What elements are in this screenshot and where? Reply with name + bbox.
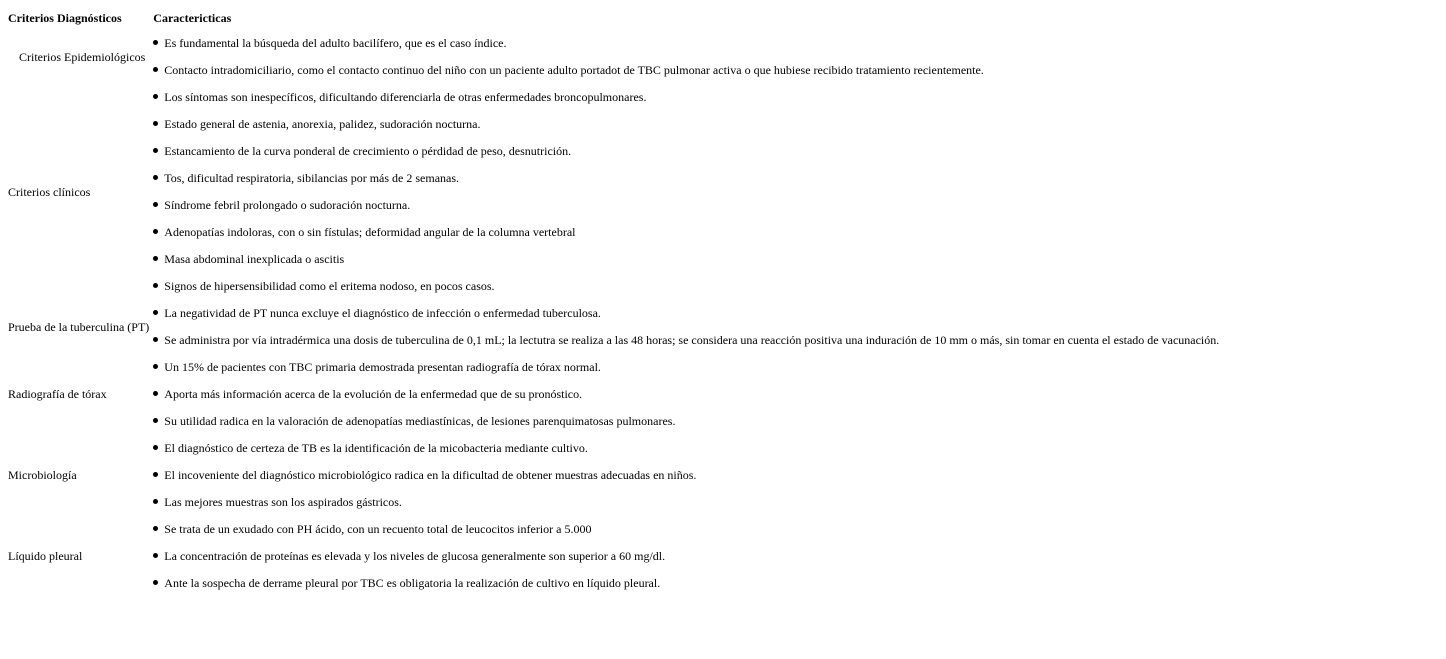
bullet-icon: [153, 418, 158, 423]
bullet-icon: [153, 580, 158, 585]
table-row: [6, 408, 1221, 435]
table-header-row: [6, 6, 1221, 30]
criterion-epidemiological: Criterios Epidemiológicos: [19, 49, 146, 64]
feature-text: El incoveniente del diagnóstico microbiológico radica en la dificultad de obtener muestras adecuadas en niños.: [164, 468, 697, 482]
feature-text: La negatividad de PT nunca excluye el diagnóstico de infección o enfermedad tuberculosa.: [164, 306, 601, 320]
bullet-icon: [153, 202, 158, 207]
criterion-pleural-fluid: Líquido pleural: [8, 549, 83, 563]
feature-text: Aporta más información acerca de la evolución de la enfermedad que de su pronóstico.: [164, 387, 583, 401]
feature-text: Ante la sospecha de derrame pleural por TBC es obligatoria la realización de cultivo en líquido pleural.: [164, 576, 661, 590]
feature-text: Estancamiento de la curva ponderal de crecimiento o pérdidad de peso, desnutrición.: [164, 144, 572, 158]
feature-text: Los síntomas son inespecíficos, dificultando diferenciarla de otras enfermedades broncopulmonares.: [164, 90, 647, 104]
feature-item: [151, 462, 1221, 489]
table-row: [6, 462, 1221, 489]
table-row: [6, 192, 1221, 219]
feature-text: Contacto intradomiciliario, como el contacto continuo del niño con un paciente adulto portadot de TBC pulmonar activa o que hubiese recibido tratamiento recientemente.: [164, 63, 984, 77]
feature-item: [151, 435, 1221, 462]
table-row: [6, 435, 1221, 462]
table-row: [6, 138, 1221, 165]
bullet-icon: [153, 175, 158, 180]
table-row: [6, 84, 1221, 111]
bullet-icon: [153, 472, 158, 477]
bullet-icon: [153, 553, 158, 558]
table-row: [6, 327, 1221, 354]
table-row: [6, 381, 1221, 408]
bullet-icon: [153, 148, 158, 153]
feature-text: Estado general de astenia, anorexia, palidez, sudoración nocturna.: [164, 117, 481, 131]
feature-text: Es fundamental la búsqueda del adulto bacilífero, que es el caso índice.: [164, 36, 507, 50]
bullet-icon: [153, 121, 158, 126]
feature-item: [151, 489, 1221, 516]
bullet-icon: [153, 364, 158, 369]
table-row: [6, 354, 1221, 381]
feature-item: [151, 354, 1221, 381]
feature-item: [151, 273, 1221, 300]
table-row: [6, 219, 1221, 246]
feature-item: [151, 30, 1221, 57]
table-row: [6, 57, 1221, 84]
feature-item: [151, 543, 1221, 570]
criterion-chest-xray: Radiografía de tórax: [8, 387, 107, 401]
bullet-icon: [153, 67, 158, 72]
features-column-header: Caractericticas: [153, 10, 232, 25]
feature-text: Masa abdominal inexplicada o ascitis: [164, 252, 345, 266]
bullet-icon: [153, 391, 158, 396]
feature-text: Las mejores muestras son los aspirados gástricos.: [164, 495, 402, 509]
feature-item: [151, 138, 1221, 165]
diagnostic-criteria-table: [6, 6, 1221, 597]
table-row: [6, 516, 1221, 543]
table-row: [6, 30, 1221, 57]
feature-item: [151, 570, 1221, 597]
table-row: [6, 273, 1221, 300]
feature-text: Un 15% de pacientes con TBC primaria demostrada presentan radiografía de tórax normal.: [164, 360, 601, 374]
feature-item: [151, 57, 1221, 84]
feature-text: La concentración de proteínas es elevada y los niveles de glucosa generalmente son superior a 60 mg/dl.: [164, 549, 666, 563]
table-row: [6, 165, 1221, 192]
criterion-microbiology: Microbiología: [8, 468, 77, 482]
bullet-icon: [153, 445, 158, 450]
criterion-tuberculin-test: Prueba de la tuberculina (PT): [8, 319, 150, 334]
table-row: [6, 111, 1221, 138]
table-row: [6, 543, 1221, 570]
bullet-icon: [153, 283, 158, 288]
feature-item: [151, 246, 1221, 273]
feature-item: [151, 111, 1221, 138]
feature-item: [151, 516, 1221, 543]
feature-text: Se trata de un exudado con PH ácido, con un recuento total de leucocitos inferior a 5.000: [164, 522, 592, 536]
feature-text: Tos, dificultad respiratoria, sibilancias por más de 2 semanas.: [164, 171, 460, 185]
bullet-icon: [153, 337, 158, 342]
feature-text: Signos de hipersensibilidad como el eritema nodoso, en pocos casos.: [164, 279, 495, 293]
criteria-column-header: Criterios Diagnósticos: [8, 10, 122, 25]
table-row: [6, 300, 1221, 327]
table-row: [6, 246, 1221, 273]
feature-item: [151, 327, 1221, 354]
criterion-clinical: Criterios clínicos: [8, 184, 91, 199]
bullet-icon: [153, 94, 158, 99]
table-row: [6, 570, 1221, 597]
bullet-icon: [153, 256, 158, 261]
feature-item: [151, 192, 1221, 219]
table-row: [6, 489, 1221, 516]
bullet-icon: [153, 526, 158, 531]
feature-item: [151, 219, 1221, 246]
feature-text: Su utilidad radica en la valoración de adenopatías mediastínicas, de lesiones parenquimatosas pulmonares.: [164, 414, 676, 428]
feature-item: [151, 300, 1221, 327]
bullet-icon: [153, 229, 158, 234]
bullet-icon: [153, 40, 158, 45]
feature-item: [151, 408, 1221, 435]
feature-item: [151, 165, 1221, 192]
feature-text: Adenopatías indoloras, con o sin fístulas; deformidad angular de la columna vertebral: [164, 225, 576, 239]
feature-text: Se administra por vía intradérmica una dosis de tuberculina de 0,1 mL; la lectutra se realiza a las 48 horas; se considera una reacción positiva una induración de 10 mm o más, sin tomar en cuenta el estado de vacunación.: [164, 333, 1220, 347]
feature-text: Síndrome febril prolongado o sudoración nocturna.: [164, 198, 411, 212]
feature-item: [151, 381, 1221, 408]
bullet-icon: [153, 499, 158, 504]
feature-text: El diagnóstico de certeza de TB es la identificación de la micobacteria mediante cultivo.: [164, 441, 588, 455]
feature-item: [151, 84, 1221, 111]
bullet-icon: [153, 310, 158, 315]
